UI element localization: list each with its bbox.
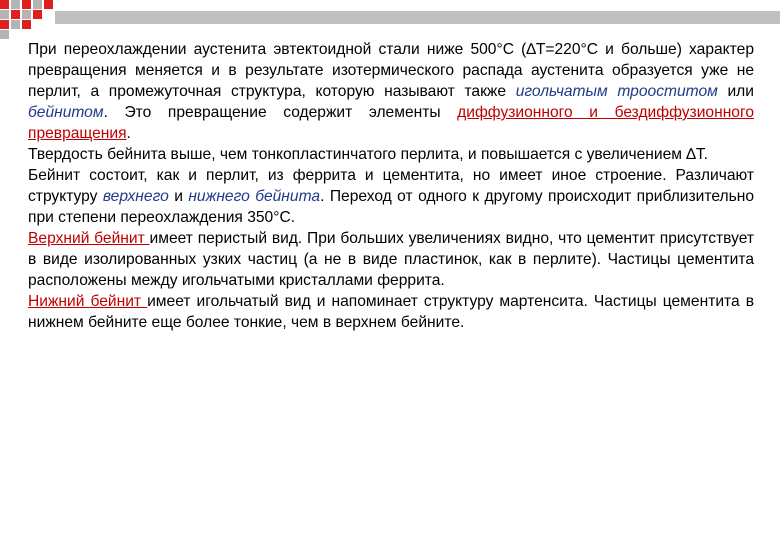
text-segment: . Переход от одного к другому происходит приблизительно при степени переохлаждения 350°С. [28, 188, 754, 226]
text-segment: имеет перистый вид. При больших увеличениях видно, что цементит присутствует в виде изолированных узких частиц (а не в виде пластинок, как в перлите). Частицы цементита расположены между игольчатыми кристаллами феррита. [28, 230, 754, 289]
term-acicular-troostite: игольчатым трооститом [515, 83, 718, 100]
checker-square [11, 0, 20, 9]
link-upper-bainite[interactable]: Верхний бейнит [28, 230, 150, 247]
text-segment: При переохлаждении аустенита эвтектоидной стали ниже 500°С (∆Т=220°С и больше) характер превращения меняется и в результате изотермического распада аустенита образуется уже не перлит, а промежуточная структура, которую называют также [28, 41, 754, 100]
text-segment: имеет игольчатый вид и напоминает структуру мартенсита. Частицы цементита в нижнем бейните еще более тонкие, чем в верхнем бейните. [28, 293, 754, 331]
term-lower-bainite: нижнего бейнита [188, 188, 321, 205]
checker-square [0, 10, 9, 19]
text-segment: . Это превращение содержит элементы [103, 104, 458, 121]
checker-square [11, 10, 20, 19]
paragraph-hardness [28, 144, 754, 165]
header-bar [55, 11, 780, 24]
paragraph-structure [28, 165, 754, 228]
text-segment: Твердость бейнита выше, чем тонкопластинчатого перлита, и повышается с увеличением ∆Т. [28, 146, 708, 163]
checker-square [0, 30, 9, 39]
text-segment: Бейнит состоит, как и перлит, из феррита и цементита, но имеет иное строение. Различают структуру [28, 167, 754, 205]
slide-body [28, 39, 754, 333]
paragraph-lower-bainite [28, 291, 754, 333]
checker-square [22, 0, 31, 9]
checker-square [22, 20, 31, 29]
text-segment: и [168, 188, 189, 205]
checker-square [11, 20, 20, 29]
checker-square [33, 0, 42, 9]
text-segment: . [126, 125, 131, 142]
checker-square [0, 20, 9, 29]
checker-square [0, 0, 9, 9]
link-lower-bainite[interactable]: Нижний бейнит [28, 293, 148, 310]
checker-square [44, 0, 53, 9]
text-segment: или [717, 83, 754, 100]
term-upper: верхнего [102, 188, 169, 205]
paragraph-upper-bainite [28, 228, 754, 291]
checker-square [22, 10, 31, 19]
checker-square [33, 10, 42, 19]
term-bainite: бейнитом [28, 104, 104, 121]
paragraph-supercooling [28, 39, 754, 144]
link-diffusion-transformation[interactable]: диффузионного и бездиффузионного превращения [28, 104, 754, 142]
checker-pattern-icon [0, 0, 53, 39]
slide-header-decoration [0, 0, 780, 40]
